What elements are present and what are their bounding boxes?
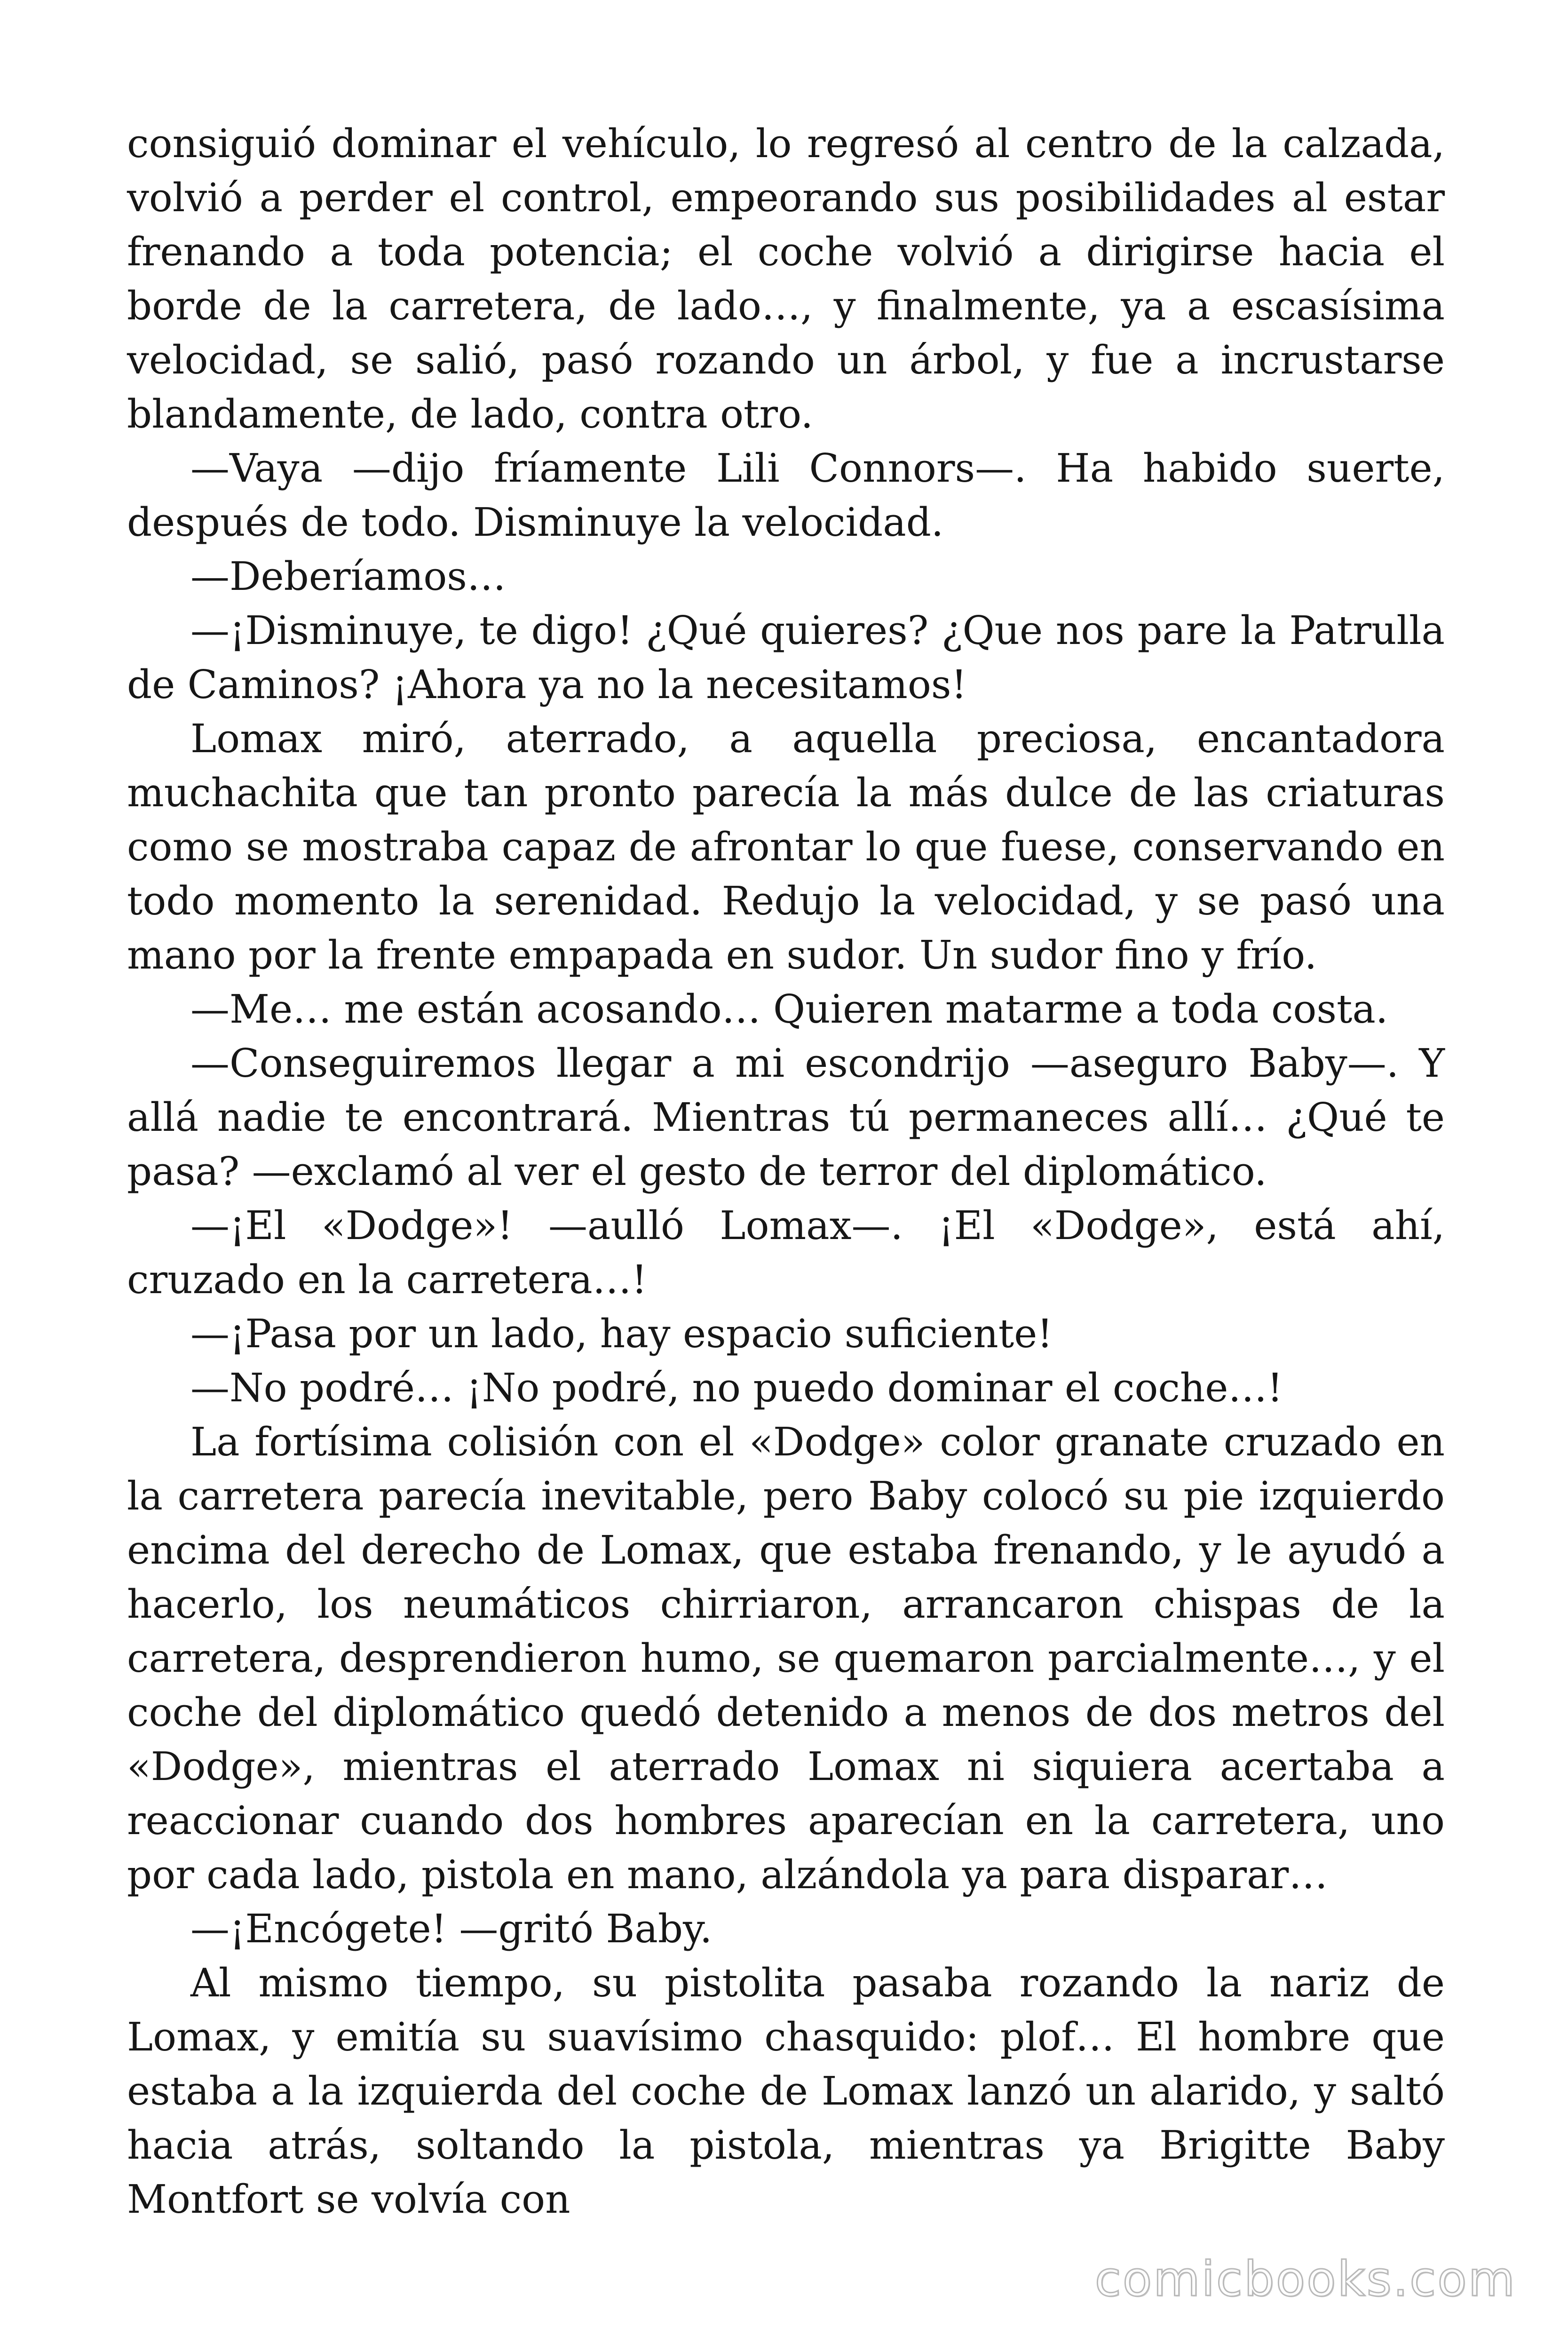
paragraph-2: —Vaya —dijo fríamente Lili Connors—. Ha habido suerte, después de todo. Disminuye la velocidad. — [127, 445, 1445, 545]
paragraph-5: Lomax miró, aterrado, a aquella preciosa, encantadora muchachita que tan pronto parecía la más dulce de las criaturas como se mostraba capaz de afrontar lo que fuese, conservando en todo momento la serenidad. Redujo la velocidad, y se pasó una mano por la frente empapada en sudor. Un sudor fino y frío. — [127, 716, 1445, 978]
paragraph-3: —Deberíamos… — [190, 554, 506, 599]
paragraph-8: —¡El «Dodge»! —aulló Lomax—. ¡El «Dodge», está ahí, cruzado en la carretera…! — [127, 1203, 1445, 1303]
paragraph-1: consiguió dominar el vehículo, lo regresó al centro de la calzada, volvió a perder el control, empeorando sus posibilidades al estar frenando a toda potencia; el coche volvió a dirigirse hacia el borde de la carretera, de lado…, y finalmente, ya a escasísima velocidad, se salió, pasó rozando un árbol, y fue a incrustarse blandamente, de lado, contra otro. — [127, 121, 1445, 437]
paragraph-6: —Me… me están acosando… Quieren matarme a toda costa. — [190, 986, 1388, 1032]
watermark-logo: comicbooks.com — [1094, 2251, 1516, 2307]
paragraph-10: —No podré… ¡No podré, no puedo dominar el coche…! — [190, 1365, 1283, 1411]
paragraph-13: Al mismo tiempo, su pistolita pasaba rozando la nariz de Lomax, y emitía su suavísimo chasquido: plof… El hombre que estaba a la izquierda del coche de Lomax lanzó un alarido, y saltó hacia atrás, soltando la pistola, mientras ya Brigitte Baby Montfort se volvía con — [127, 1960, 1445, 2222]
paragraph-11: La fortísima colisión con el «Dodge» color granate cruzado en la carretera parecía inevitable, pero Baby colocó su pie izquierdo encima del derecho de Lomax, que estaba frenando, y le ayudó a hacerlo, los neumáticos chirriaron, arrancaron chispas de la carretera, desprendieron humo, se quemaron parcialmente…, y el coche del diplomático quedó detenido a menos de dos metros del «Dodge», mientras el aterrado Lomax ni siquiera acertaba a reaccionar cuando dos hombres aparecían en la carretera, uno por cada lado, pistola en mano, alzándola ya para disparar… — [127, 1419, 1445, 1898]
paragraph-4: —¡Disminuye, te digo! ¿Qué quieres? ¿Que nos pare la Patrulla de Caminos? ¡Ahora ya no la necesitamos! — [127, 608, 1445, 707]
paragraph-7: —Conseguiremos llegar a mi escondrijo —aseguro Baby—. Y allá nadie te encontrará. Mientras tú permaneces allí… ¿Qué te pasa? —exclamó al ver el gesto de terror del diplomático. — [127, 1041, 1445, 1194]
paragraph-12: —¡Encógete! —gritó Baby. — [190, 1906, 713, 1952]
book-page-text — [127, 117, 1445, 2222]
paragraph-9: —¡Pasa por un lado, hay espacio suficiente! — [190, 1311, 1053, 1357]
